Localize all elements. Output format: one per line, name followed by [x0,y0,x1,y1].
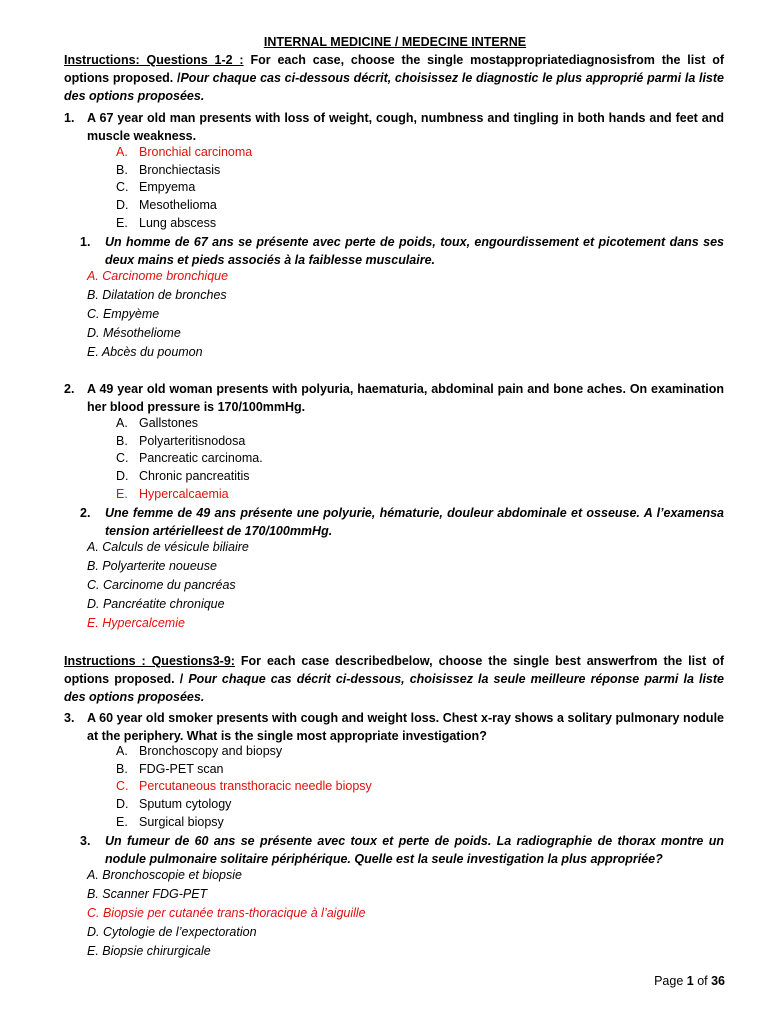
instructions-block-1 [64,51,724,106]
option: E. Surgical biopsy [116,814,224,829]
option-correct: A. Bronchial carcinoma [116,145,253,159]
question-1 [64,109,724,145]
question-number: 3. [64,711,75,725]
question-2-options [116,415,263,503]
option-fr: B. Dilatation de bronches [87,287,227,302]
instructions-block-2 [64,652,724,707]
option-correct-fr: E. Hypercalcemie [87,615,185,630]
instructions-label: Instructions: Questions 1-2 : [64,53,244,67]
instructions-text: For each case, choose the single mostappropriatediagnosisfrom the list of options proposed. / [64,53,725,86]
question-3-options [116,743,372,831]
option: B. Bronchiectasis [116,162,221,177]
question-text-fr: Un homme de 67 ans se présente avec perte de poids, toux, engourdissement et picotement dans ses deux mains et pieds associés à la faiblesse musculaire. [105,235,724,268]
option: B. Polyarteritisnodosa [116,433,246,448]
instructions-text-fr: Pour chaque cas ci-dessous décrit, choisissez le diagnostic le plus approprié parmi la liste des options proposées. [64,71,724,104]
question-number: 2. [64,382,75,396]
option-fr: A. Calculs de vésicule biliaire [87,540,249,554]
option-fr: C. Empyème [87,306,160,321]
option-fr: D. Pancréatite chronique [87,596,225,611]
option: D. Sputum cytology [116,797,232,812]
question-3-fr [80,832,724,868]
question-2 [64,380,724,416]
question-text: A 60 year old smoker presents with cough and weight loss. Chest x-ray shows a solitary pulmonary nodule at the periphery. What is the single most appropriate investigation? [87,711,724,744]
option-fr: E. Biopsie chirurgicale [87,943,211,958]
question-number: 1. [80,235,91,249]
option-fr: B. Scanner FDG-PET [87,886,208,901]
question-number: 2. [80,506,91,520]
option-correct: E. Hypercalcaemia [116,486,229,501]
question-text: A 49 year old woman presents with polyuria, haematuria, abdominal pain and bone aches. On examination her blood pressure is 170/100mmHg. [87,382,724,415]
question-2-fr [80,504,724,540]
option-fr: D. Cytologie de l’expectoration [87,924,257,939]
option: A. Gallstones [116,416,199,430]
option-fr: E. Abcès du poumon [87,344,203,359]
question-3-options-fr [87,866,366,960]
instructions-slash: / [174,672,189,687]
question-number: 3. [80,834,91,848]
question-3 [64,709,724,745]
question-1-fr [80,233,724,269]
question-text: A 67 year old man presents with loss of weight, cough, numbness and tingling in both hands and feet and muscle weakness. [87,111,724,144]
option-correct: C. Percutaneous transthoracic needle biopsy [116,779,372,794]
option: A. Bronchoscopy and biopsy [116,744,283,758]
option-fr: B. Polyarterite noueuse [87,558,217,573]
option: C. Empyema [116,180,196,195]
page-title: INTERNAL MEDICINE / MEDECINE INTERNE [263,35,527,49]
page-total: 36 [711,974,725,988]
page-of: of [693,974,712,988]
question-1-options-fr [87,267,228,361]
option-correct-fr: C. Biopsie per cutanée trans-thoracique à l’aiguille [87,905,366,920]
instructions-label: Instructions : Questions3-9: [64,654,235,668]
option: D. Chronic pancreatitis [116,469,250,484]
instructions-text: For each case describedbelow, choose the single best answerfrom the list of options proposed. [64,654,724,687]
question-2-options-fr [87,538,249,632]
page-current: 1 [686,974,694,988]
instructions-text-fr: Pour chaque cas décrit ci-dessous, choisissez la seule meilleure réponse parmi la liste des options proposées. [64,672,725,705]
question-text-fr: Un fumeur de 60 ans se présente avec toux et perte de poids. La radiographie de thorax montre un nodule pulmonaire solitaire périphérique. Quelle est la seule investigation la plus appropriée? [105,834,724,867]
question-1-options [116,144,252,232]
option: B. FDG-PET scan [116,761,224,776]
option: C. Pancreatic carcinoma. [116,451,263,466]
page-number [654,974,725,988]
option: D. Mesothelioma [116,198,217,213]
option-correct-fr: A. Carcinome bronchique [87,269,229,283]
option-fr: C. Carcinome du pancréas [87,577,236,592]
page-prefix: Page [654,974,687,988]
question-number: 1. [64,111,75,125]
question-text-fr: Une femme de 49 ans présente une polyurie, hématurie, douleur abdominale et osseuse. A l’examensa tension artérielleest de 170/100mmHg. [105,506,724,539]
option-fr: A. Bronchoscopie et biopsie [87,868,242,882]
option: E. Lung abscess [116,215,217,230]
option-fr: D. Mésotheliome [87,325,181,340]
